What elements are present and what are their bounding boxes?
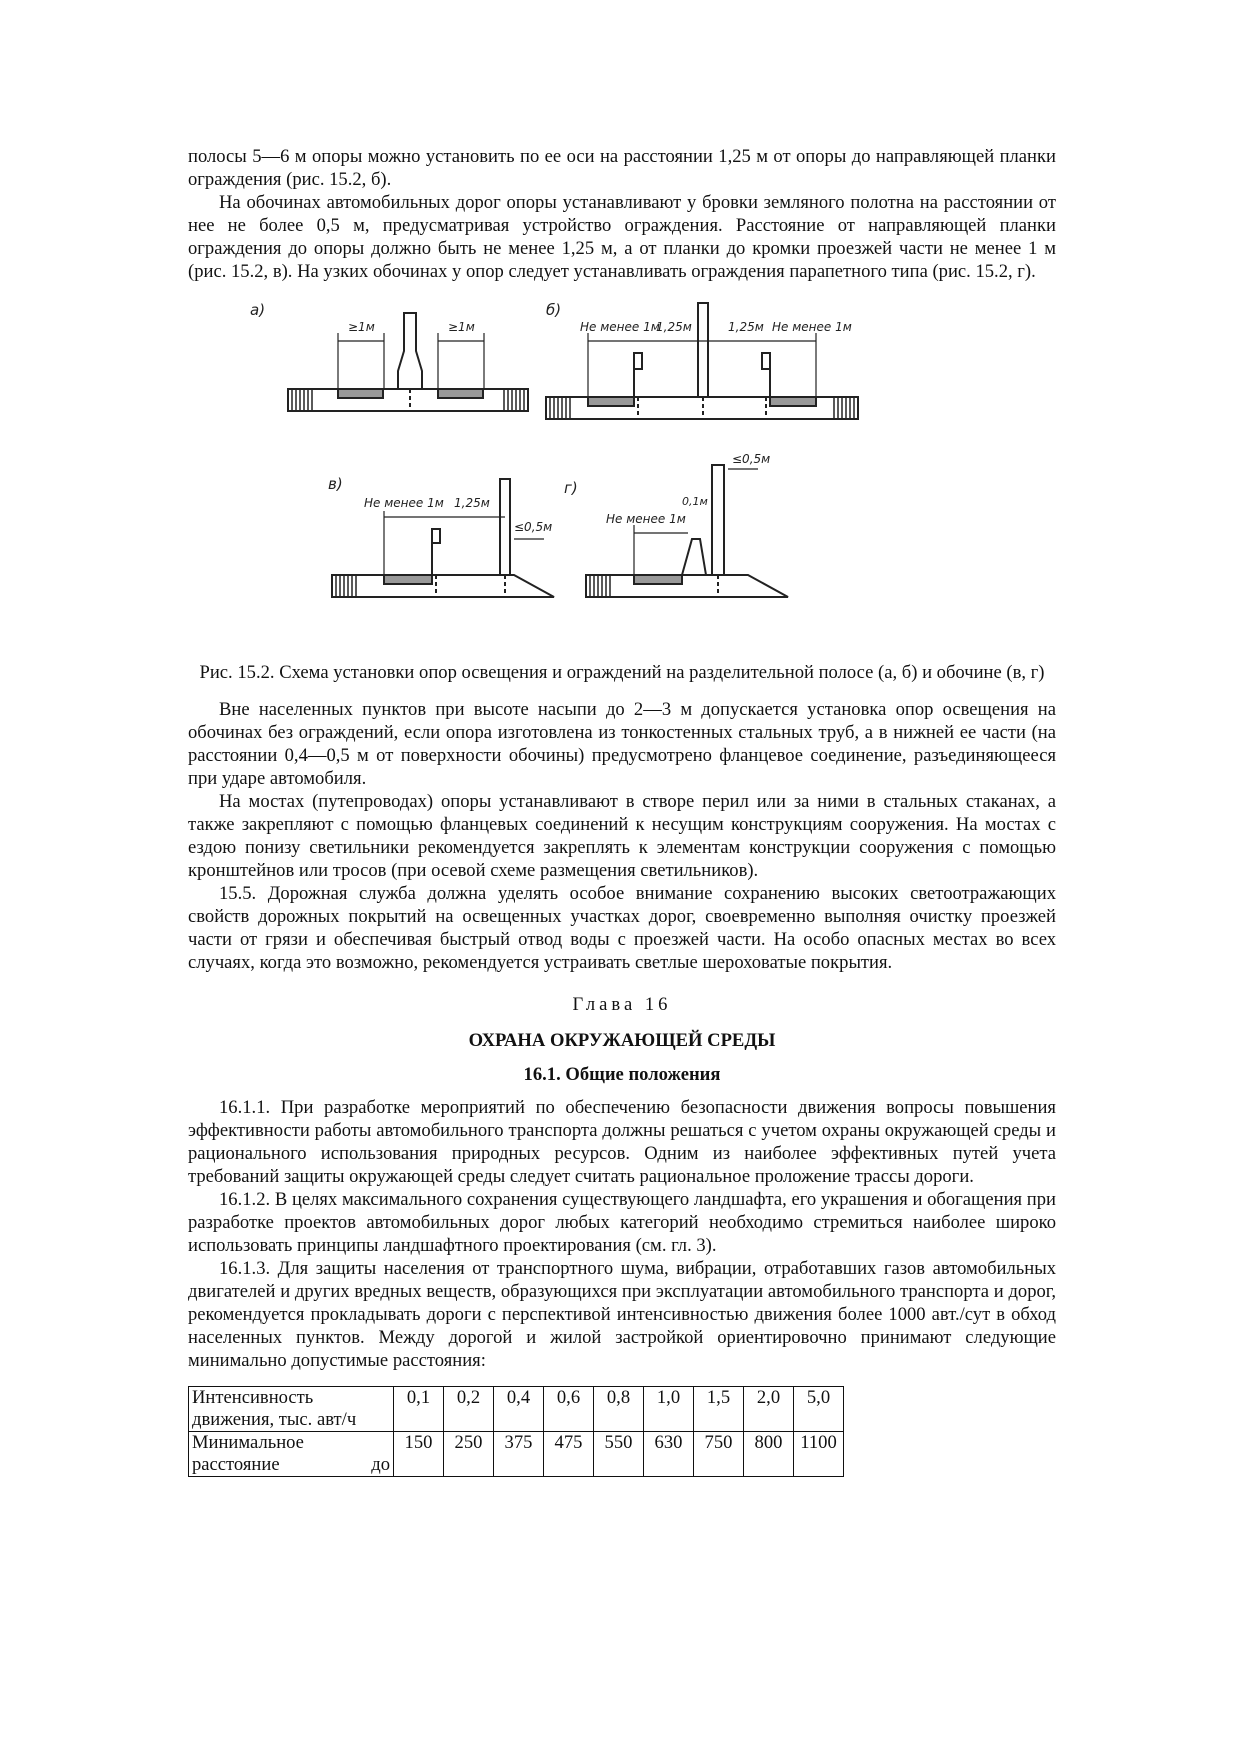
document-page (188, 145, 1056, 1477)
dim-v-05: ≤0,5м (514, 520, 553, 534)
road-v (332, 575, 554, 597)
table-cell: 1,0 (644, 1387, 694, 1432)
table-cell: 750 (694, 1432, 744, 1477)
dim-b-125-right: 1,25м (728, 320, 764, 334)
table-cell: 0,1 (394, 1387, 444, 1432)
label-v: в) (328, 475, 343, 493)
dim-a-right: ≥1м (448, 320, 475, 334)
label-g: г) (564, 479, 578, 497)
dim-v-left: Не менее 1м (364, 496, 444, 510)
label-b: б) (546, 301, 562, 319)
row-header-line: Минимальное (192, 1432, 304, 1453)
body-paragraph-2: На мостах (путепроводах) опоры устанавливают в створе перил или за ними в стальных стаканах, а также закрепляют с помощью фланцевых соединений к несущим конструкциям сооружения. На мостах с ездою понизу светильники рекомендуется закреплять к элементам конструкции сооружения с помощью кронштейнов или тросов (при осевой схеме размещения светильников). (188, 791, 1056, 881)
table-row (189, 1387, 844, 1432)
dim-a-left: ≥1м (348, 320, 375, 334)
chapter-label: Глава 16 (572, 994, 672, 1015)
table-cell: 2,0 (744, 1387, 794, 1432)
row-header-line (192, 1454, 390, 1476)
road-a (288, 389, 528, 411)
body-paragraph-1: Вне населенных пунктов при высоте насыпи до 2—3 м допускается установка опор освещения на обочинах без ограждений, если опора изготовлена из тонкостенных стальных труб, а в нижней ее части (на расстоянии 0,4—0,5 м от поверхности обочины) предусмотрено фланцевое соединение, разъединяющееся при ударе автомобиля. (188, 699, 1056, 789)
dim-b-125-left: 1,25м (656, 320, 692, 334)
chapter-title: ОХРАНА ОКРУЖАЮЩЕЙ СРЕДЫ (468, 1030, 776, 1051)
table-row (189, 1432, 844, 1477)
table-cell: 0,2 (444, 1387, 494, 1432)
table-row-header: Интенсивность движения, тыс. авт/ч (189, 1387, 394, 1432)
intro-paragraph-1: полосы 5—6 м опоры можно установить по ее оси на расстоянии 1,25 м от опоры до направляющей планки ограждения (рис. 15.2, б). (188, 146, 1056, 190)
dim-g-left: Не менее 1м (606, 512, 686, 526)
table-cell: 0,4 (494, 1387, 544, 1432)
table-cell: 5,0 (794, 1387, 844, 1432)
table-cell: 0,6 (544, 1387, 594, 1432)
table-cell: 630 (644, 1432, 694, 1477)
label-a: а) (250, 301, 266, 319)
table-cell: 550 (594, 1432, 644, 1477)
dim-g-05: ≤0,5м (732, 452, 771, 466)
table-cell: 150 (394, 1432, 444, 1477)
road-g (586, 575, 788, 597)
section-paragraph-3: 16.1.3. Для защиты населения от транспортного шума, вибрации, отработавших газов автомобильных двигателей и других вредных веществ, образующихся при эксплуатации автомобильного транспорта и дорог, рекомендуется прокладывать дороги с перспективой интенсивностью движения более 1000 авт./сут в обход населенных пунктов. Между дорогой и жилой застройкой ориентировочно принимают следующие минимально допустимые расстояния: (188, 1258, 1056, 1371)
table-cell: 1,5 (694, 1387, 744, 1432)
figure-15-2 (188, 293, 1056, 661)
body-paragraph-3: 15.5. Дорожная служба должна уделять особое внимание сохранению высоких светоотражающих свойств дорожных покрытий на освещенных участках дорог, своевременно выполняя очистку проезжей части от грязи и обеспечивая быстрый отвод воды с проезжей части. На особо опасных местах во всех случаях, когда это возможно, рекомендуется устраивать светлые шероховатые покрытия. (188, 883, 1056, 973)
table-cell: 1100 (794, 1432, 844, 1477)
figure-drawing (188, 293, 1056, 661)
section-paragraph-2: 16.1.2. В целях максимального сохранения существующего ландшафта, его украшения и обогащения при разработке проектов автомобильных дорог любых категорий необходимо стремиться наиболее широко использовать принципы ландшафтного проектирования (см. гл. 3). (188, 1189, 1056, 1256)
row-header-word: до (371, 1454, 390, 1475)
dim-g-01: 0,1м (682, 495, 708, 508)
figure-caption: Рис. 15.2. Схема установки опор освещения и ограждений на разделительной полосе (а, б) и обочине (в, г) (199, 662, 1045, 683)
row-header-word: расстояние (192, 1454, 280, 1475)
table-cell: 0,8 (594, 1387, 644, 1432)
table-row-header (189, 1432, 394, 1477)
distance-table (188, 1386, 844, 1477)
table-cell: 800 (744, 1432, 794, 1477)
intro-paragraph-2: На обочинах автомобильных дорог опоры устанавливают у бровки земляного полотна на расстоянии от нее не более 0,5 м, предусматривая устройство ограждения. Расстояние от направляющей планки ограждения до опоры должно быть не менее 1,25 м, а от планки до кромки проезжей части не менее 1 м (рис. 15.2, в). На узких обочинах у опор следует устанавливать ограждения парапетного типа (рис. 15.2, г). (188, 192, 1056, 282)
table-cell: 250 (444, 1432, 494, 1477)
dim-v-125: 1,25м (454, 496, 490, 510)
dim-b-left: Не менее 1м (580, 320, 660, 334)
table-cell: 475 (544, 1432, 594, 1477)
dim-b-right: Не менее 1м (772, 320, 852, 334)
section-paragraph-1: 16.1.1. При разработке мероприятий по обеспечению безопасности движения вопросы повышения эффективности работы автомобильного транспорта должны решаться с учетом охраны окружающей среды и рационального использования природных ресурсов. Одним из наиболее эффективных путей учета требований защиты окружающей среды следует считать рациональное проложение трассы дороги. (188, 1097, 1056, 1187)
section-title: 16.1. Общие положения (523, 1064, 721, 1085)
table-cell: 375 (494, 1432, 544, 1477)
